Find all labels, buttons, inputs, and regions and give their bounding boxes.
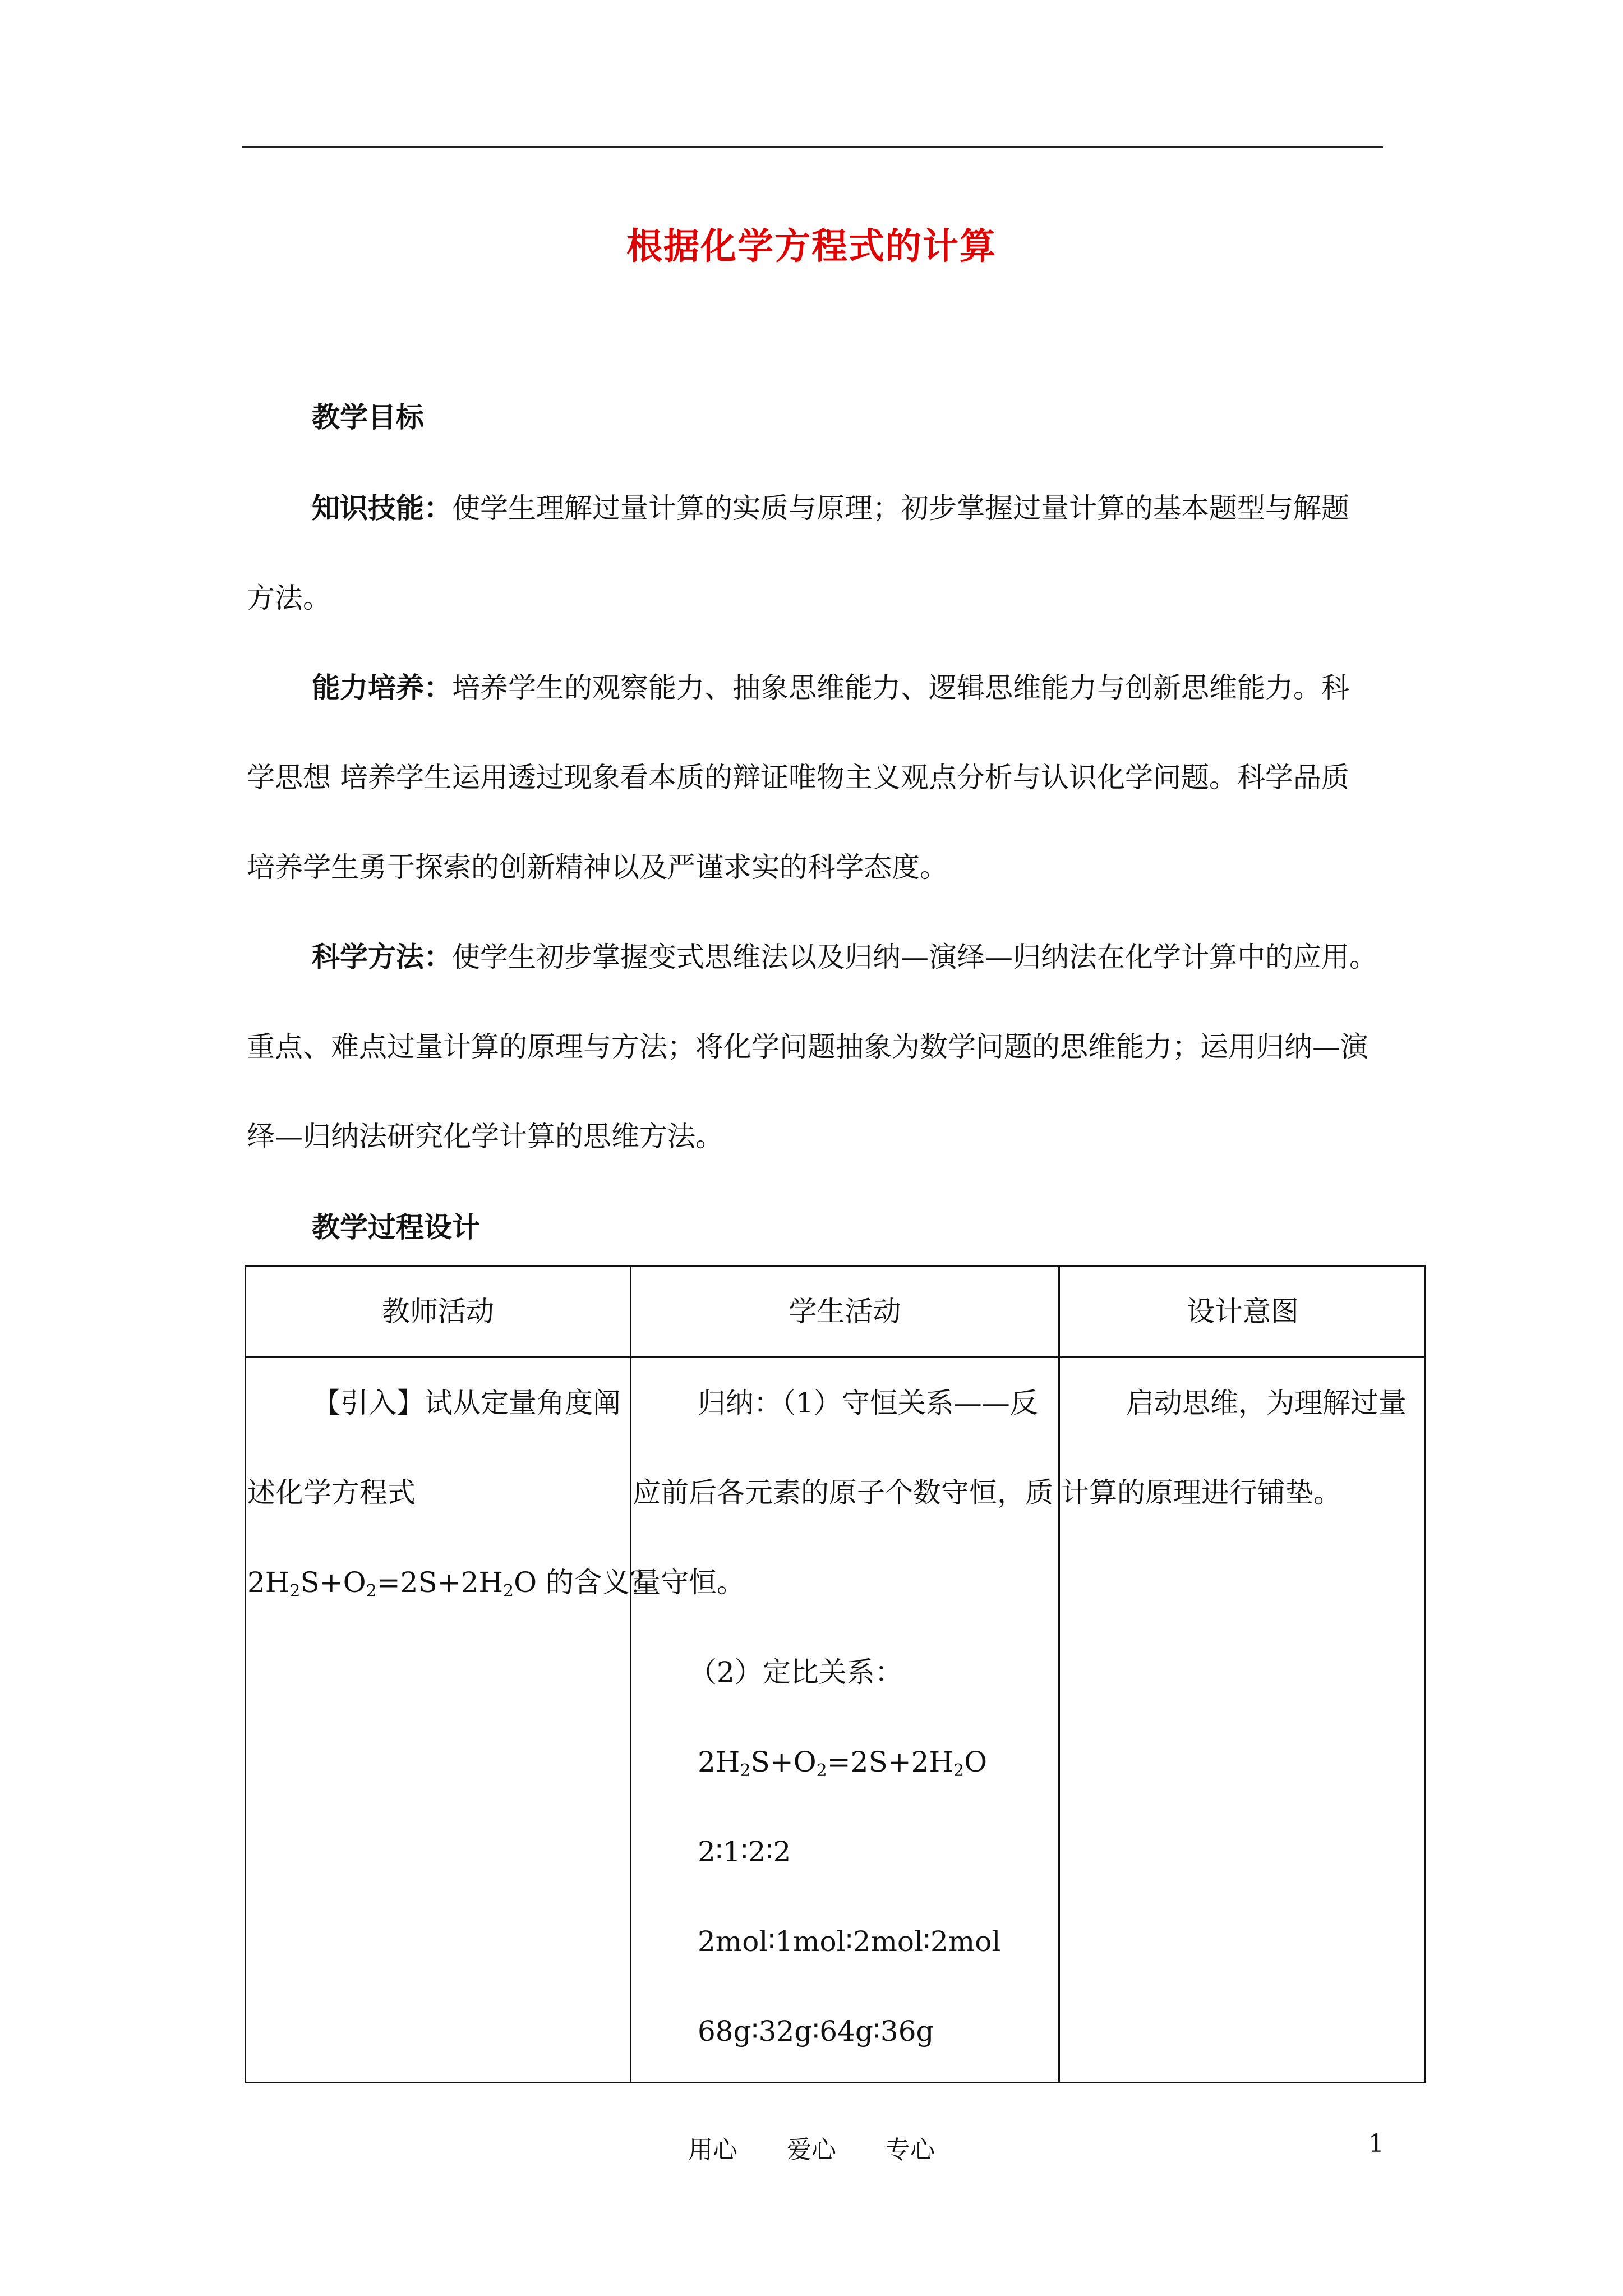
header-student: 学生活动 (789, 1295, 901, 1328)
footer-item: 专心 (886, 2136, 935, 2164)
method-text-3: 绎—归纳法研究化学计算的思维方法。 (247, 1120, 723, 1153)
footer-item: 用心 (688, 2136, 737, 2164)
ability-text-2: 学思想 培养学生运用透过现象看本质的辩证唯物主义观点分析与认识化学问题。科学品质 (247, 761, 1349, 794)
method-paragraph (247, 912, 1385, 1181)
student-cell (633, 1358, 1057, 2076)
table-divider (1058, 1267, 1060, 2082)
ability-label: 能力培养： (312, 671, 452, 704)
page-number: 1 (1368, 2129, 1384, 2158)
footer-item: 爱心 (787, 2136, 836, 2164)
student-ratio-2: 2mol∶1mol∶2mol∶2mol (698, 1925, 1001, 1958)
student-ratio-3: 68g∶32g∶64g∶36g (698, 2015, 934, 2047)
header-design: 设计意图 (1187, 1295, 1299, 1328)
student-ratio-1: 2∶1∶2∶2 (698, 1835, 791, 1868)
objectives-heading: 教学目标 (312, 401, 424, 434)
student-line-4: （2）定比关系： (689, 1656, 903, 1688)
teacher-cell (247, 1358, 658, 1627)
student-line-1: 归纳：（1）守恒关系——反 (698, 1387, 1038, 1419)
teacher-line-1: 【引入】试从定量角度阐 (312, 1387, 621, 1419)
teacher-equation: $2H_2S+O_2=2S+2H_2O$ 的含义？ (247, 1566, 658, 1601)
knowledge-text-1: 使学生理解过量计算的实质与原理；初步掌握过量计算的基本题型与解题 (452, 492, 1349, 524)
design-line-2: 计算的原理进行铺垫。 (1061, 1476, 1341, 1509)
knowledge-text-2: 方法。 (247, 582, 331, 614)
ability-text-1: 培养学生的观察能力、抽象思维能力、逻辑思维能力与创新思维能力。科 (452, 671, 1349, 704)
design-cell (1061, 1358, 1424, 1538)
table-divider (630, 1267, 631, 2082)
ability-paragraph (247, 643, 1385, 912)
method-text-2: 重点、难点过量计算的原理与方法；将化学问题抽象为数学问题的思维能力；运用归纳—演 (247, 1030, 1368, 1063)
knowledge-label: 知识技能： (312, 492, 452, 524)
header-rule (242, 146, 1383, 148)
student-line-3: 量守恒。 (633, 1566, 745, 1599)
ability-text-3: 培养学生勇于探索的创新精神以及严谨求实的科学态度。 (247, 851, 948, 884)
student-line-2: 应前后各元素的原子个数守恒，质 (633, 1476, 1053, 1509)
method-label: 科学方法： (312, 941, 452, 973)
method-text-1: 使学生初步掌握变式思维法以及归纳—演绎—归纳法在化学计算中的应用。 (452, 941, 1377, 973)
document-title: 根据化学方程式的计算 (626, 226, 997, 268)
process-heading: 教学过程设计 (312, 1211, 480, 1244)
knowledge-paragraph (247, 463, 1385, 643)
header-teacher: 教师活动 (382, 1295, 494, 1328)
teacher-line-2: 述化学方程式 (247, 1476, 416, 1509)
process-table (245, 1265, 1426, 2083)
design-line-1: 启动思维，为理解过量 (1126, 1387, 1407, 1419)
student-equation: $2H_2S+O_2=2S+2H_2O$ (698, 1746, 988, 1780)
